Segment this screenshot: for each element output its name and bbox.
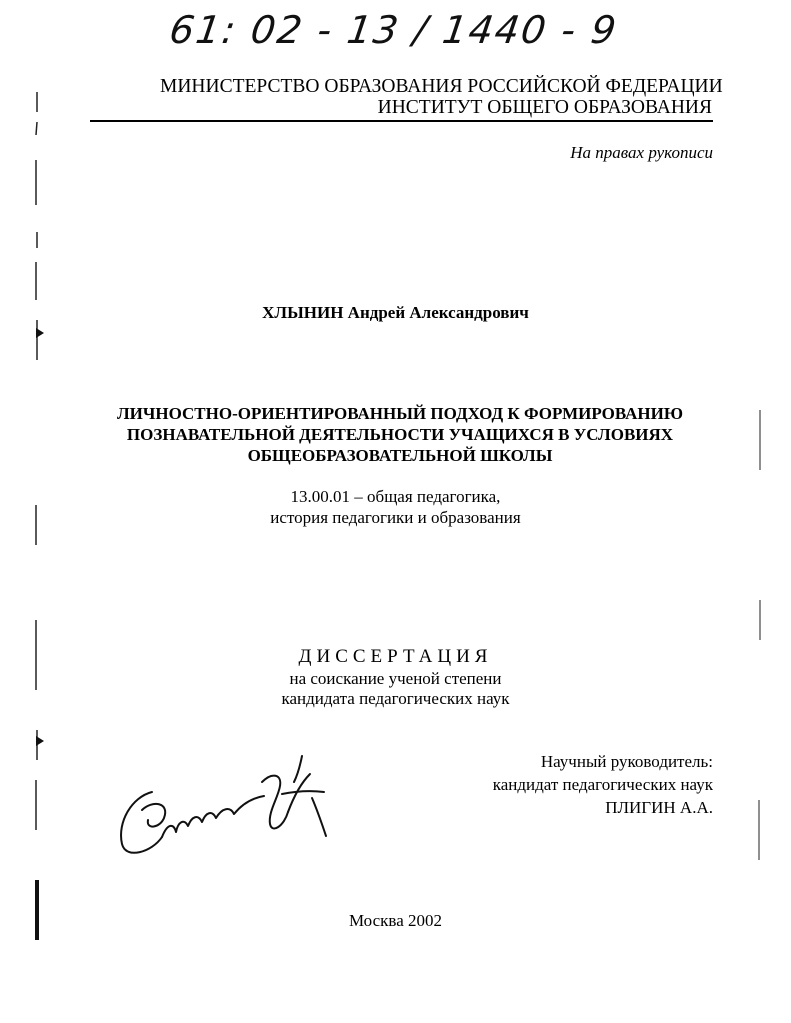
degree-line: на соискание ученой степени bbox=[289, 669, 502, 688]
specialty-line: 13.00.01 – общая педагогика, bbox=[290, 487, 501, 506]
title-line: ЛИЧНОСТНО-ОРИЕНТИРОВАННЫЙ ПОДХОД К ФОРМИРОВАНИЮ bbox=[117, 404, 683, 423]
degree-line: кандидата педагогических наук bbox=[281, 689, 510, 708]
supervisor-degree: кандидат педагогических наук bbox=[492, 775, 713, 794]
specialty-line: история педагогики и образования bbox=[270, 508, 521, 527]
institute-name: ИНСТИТУТ ОБЩЕГО ОБРАЗОВАНИЯ bbox=[377, 97, 712, 118]
work-type: ДИССЕРТАЦИЯ bbox=[298, 646, 493, 667]
supervisor-label: Научный руководитель: bbox=[540, 752, 713, 771]
supervisor-name: ПЛИГИН А.А. bbox=[605, 798, 713, 817]
dissertation-title bbox=[60, 403, 740, 466]
title-line: ПОЗНАВАТЕЛЬНОЙ ДЕЯТЕЛЬНОСТИ УЧАЩИХСЯ В УСЛОВИЯХ bbox=[126, 425, 674, 444]
ministry-name: МИНИСТЕРСТВО ОБРАЗОВАНИЯ РОССИЙСКОЙ ФЕДЕРАЦИИ bbox=[160, 76, 723, 97]
scan-edge-artifacts bbox=[0, 0, 60, 1023]
specialty-code bbox=[0, 486, 791, 528]
handwritten-archive-code: 61: 02 - 13 / 1440 - 9 bbox=[166, 8, 621, 52]
author-name: ХЛЫНИН Андрей Александрович bbox=[262, 303, 529, 322]
header-divider bbox=[90, 120, 713, 122]
handwritten-signature bbox=[112, 752, 340, 864]
manuscript-rights-note: На правах рукописи bbox=[570, 143, 713, 162]
supervisor-block bbox=[400, 750, 713, 819]
title-line: ОБЩЕОБРАЗОВАТЕЛЬНОЙ ШКОЛЫ bbox=[247, 446, 553, 465]
scan-edge-artifacts-right bbox=[740, 0, 770, 1023]
city-and-year: Москва 2002 bbox=[348, 911, 443, 930]
degree-info bbox=[0, 669, 791, 709]
